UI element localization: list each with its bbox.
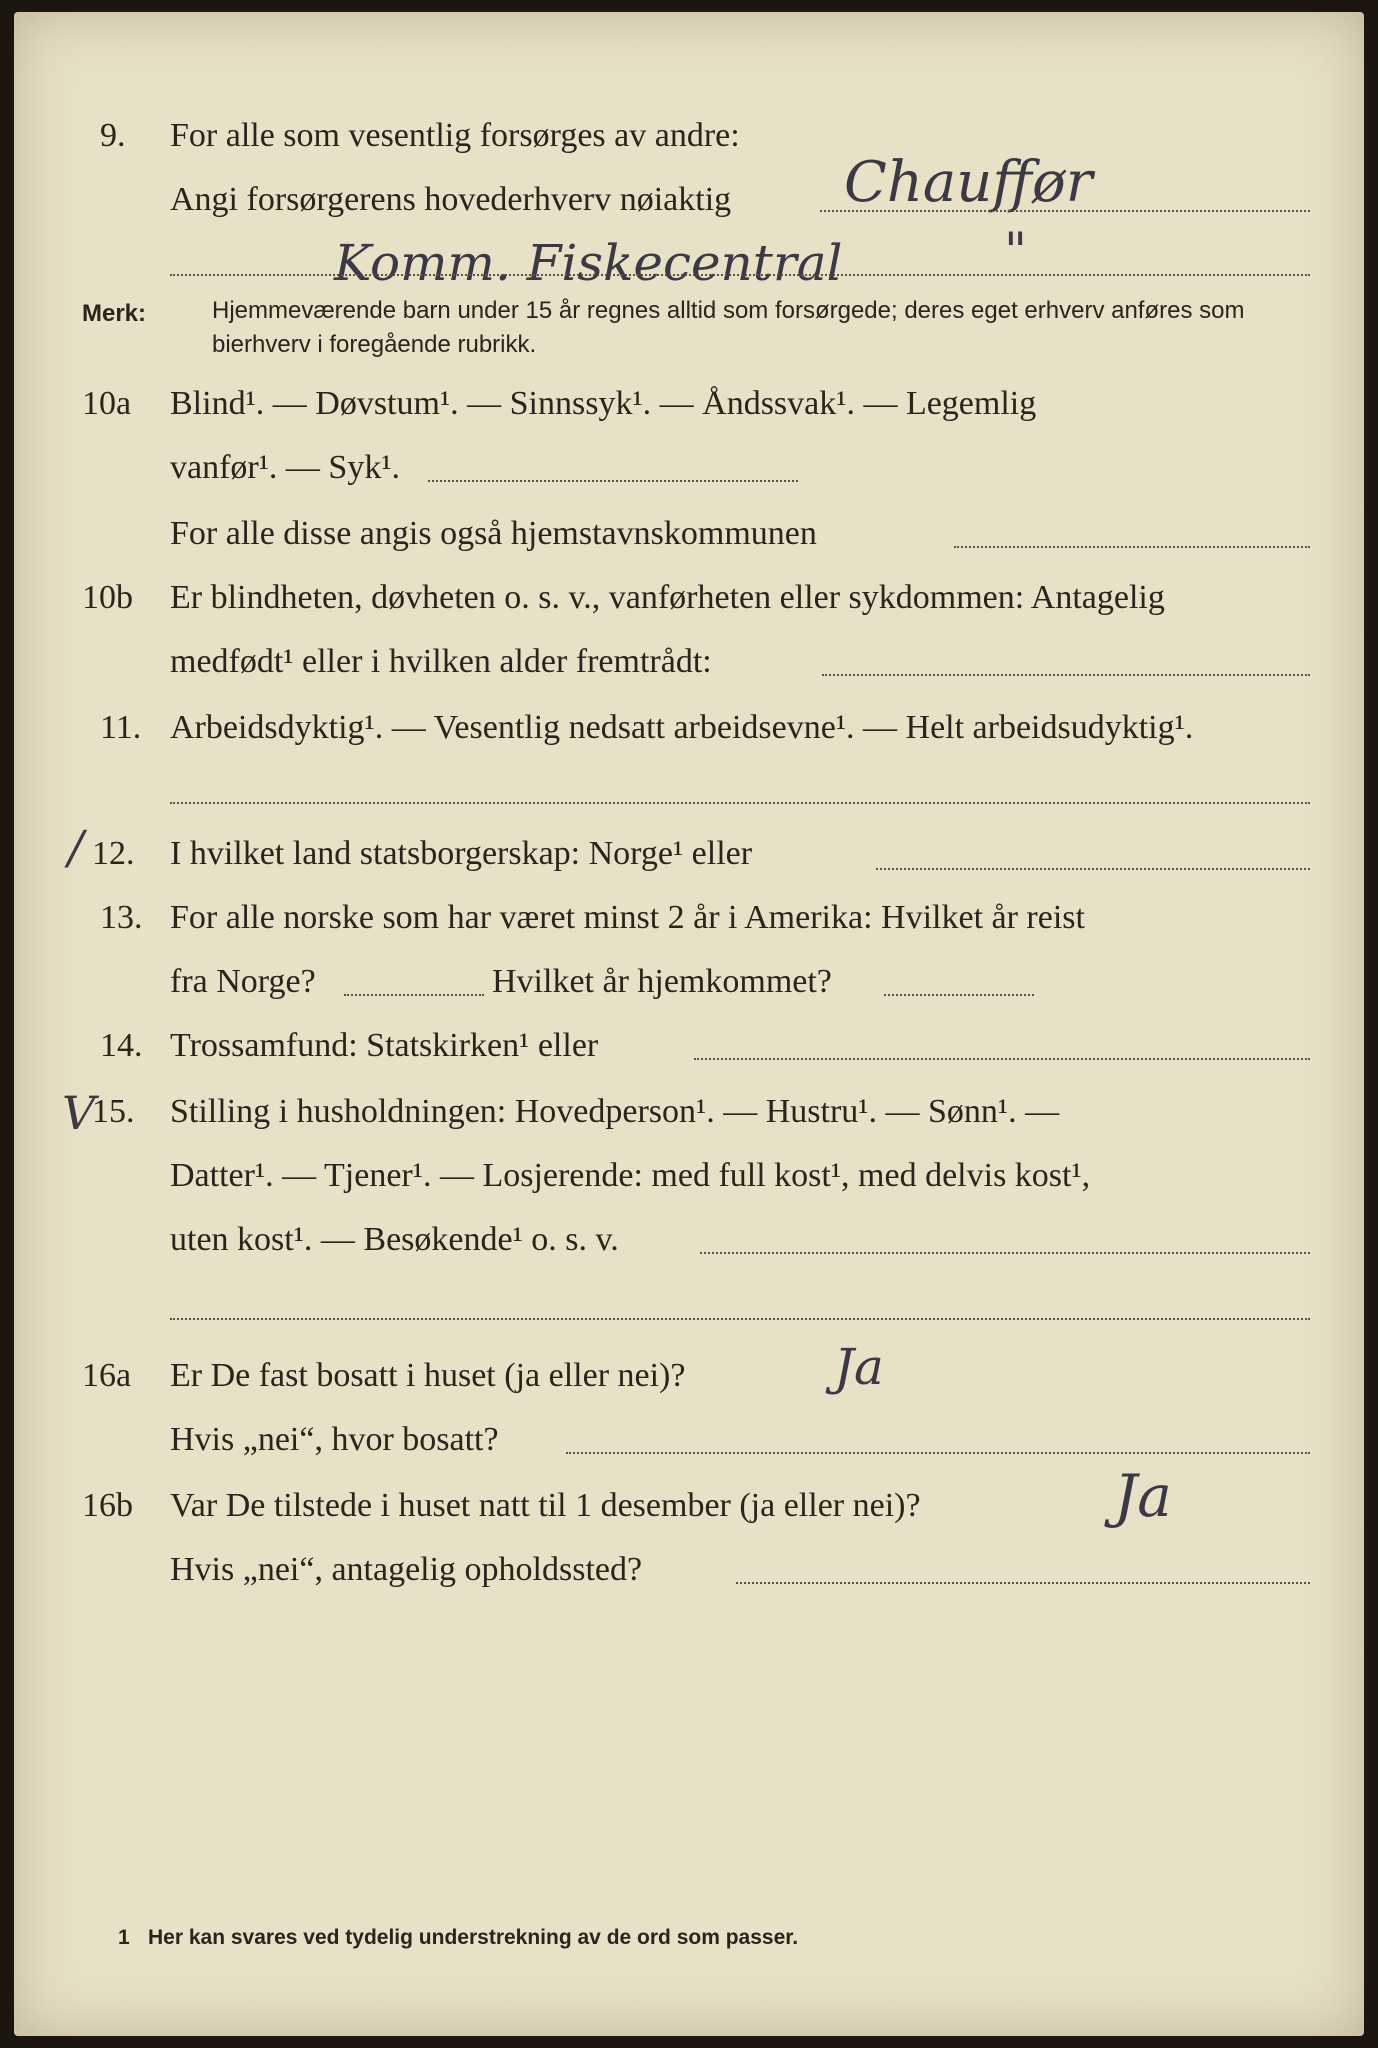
q14-answer-line (694, 1058, 1310, 1060)
q9-answer-ditto-mark: " (1004, 222, 1027, 280)
q10a-answer-line (428, 480, 798, 482)
q16b-answer-line (736, 1582, 1310, 1584)
q16b-answer: Ja (1114, 1462, 1172, 1530)
q16a-line1: Er De fast bosatt i huset (ja eller nei)? (170, 1357, 686, 1394)
q12-number: 12. (92, 835, 135, 872)
q9-answer-line (820, 210, 1310, 212)
q10b-number: 10b (82, 579, 133, 616)
q13-number: 13. (100, 899, 143, 936)
q10a-hometown-line (954, 546, 1310, 548)
q13-line2b: Hvilket år hjemkommet? (492, 963, 832, 1000)
q15-line1: Stilling i husholdningen: Hovedperson¹. — Hustru¹. — Sønn¹. — (170, 1093, 1060, 1130)
q16b-line2: Hvis „nei“, antagelig opholdssted? (170, 1551, 643, 1588)
q9-answer-employer: Komm. Fiskecentral (334, 234, 843, 292)
q13-line2a: fra Norge? (170, 963, 316, 1000)
q16a-line2: Hvis „nei“, hvor bosatt? (170, 1421, 499, 1458)
footnote-mark: 1 (118, 1926, 130, 1949)
q16b-number: 16b (82, 1487, 133, 1524)
q9-line1: For alle som vesentlig forsørges av andre: (170, 117, 740, 154)
q15-line3: uten kost¹. — Besøkende¹ o. s. v. (170, 1221, 619, 1258)
q16b-line1: Var De tilstede i huset natt til 1 desember (ja eller nei)? (170, 1487, 921, 1524)
q12-check-mark: / (68, 820, 84, 874)
merk-label: Merk: (82, 300, 147, 327)
q15-answer-line-2 (170, 1318, 1310, 1320)
q12-line1: I hvilket land statsborgerskap: Norge¹ eller (170, 835, 753, 872)
q15-line2: Datter¹. — Tjener¹. — Losjerende: med full kost¹, med delvis kost¹, (170, 1157, 1091, 1194)
q11-line1: Arbeidsdyktig¹. — Vesentlig nedsatt arbeidsevne¹. — Helt arbeidsudyktig¹. (170, 709, 1194, 746)
q11-number: 11. (100, 709, 142, 746)
q11-answer-line (170, 802, 1310, 804)
q9-answer-occupation: Chauffør (844, 150, 1093, 215)
q16a-answer-line (566, 1452, 1310, 1454)
q9-answer-line-2 (170, 274, 1310, 276)
q10a-line1: Blind¹. — Døvstum¹. — Sinnssyk¹. — Åndssvak¹. — Legemlig (170, 385, 1037, 422)
q15-number: 15. (92, 1093, 135, 1130)
q15-check-mark: V (62, 1086, 96, 1140)
q15-answer-line (700, 1252, 1310, 1254)
q9-line2: Angi forsørgerens hovederhverv nøiaktig (170, 181, 732, 218)
q16a-answer: Ja (834, 1338, 884, 1396)
q16a-number: 16a (82, 1357, 132, 1394)
merk-text: Hjemmeværende barn under 15 år regnes alltid som forsørgede; deres eget erhverv anføres som bierhverv i foregående rubrikk. (212, 297, 1245, 358)
q10b-answer-line (822, 674, 1310, 676)
q12-answer-line (876, 868, 1310, 870)
footnote-text: Her kan svares ved tydelig understrekning av de ord som passer. (148, 1926, 799, 1949)
q10b-line1: Er blindheten, døvheten o. s. v., vanførheten eller sykdommen: Antagelig (170, 579, 1165, 616)
q10b-line2: medfødt¹ eller i hvilken alder fremtrådt: (170, 643, 712, 680)
q9-number: 9. (100, 117, 126, 154)
census-form-page (14, 12, 1364, 2036)
q14-number: 14. (100, 1027, 143, 1064)
q13-year-returned-line (884, 994, 1034, 996)
q10a-number: 10a (82, 385, 132, 422)
q14-line1: Trossamfund: Statskirken¹ eller (170, 1027, 599, 1064)
q10a-line3: For alle disse angis også hjemstavnskommunen (170, 515, 817, 552)
q10a-line2: vanfør¹. — Syk¹. (170, 449, 401, 486)
q13-line1: For alle norske som har været minst 2 år i Amerika: Hvilket år reist (170, 899, 1085, 936)
q13-year-left-line (344, 994, 484, 996)
